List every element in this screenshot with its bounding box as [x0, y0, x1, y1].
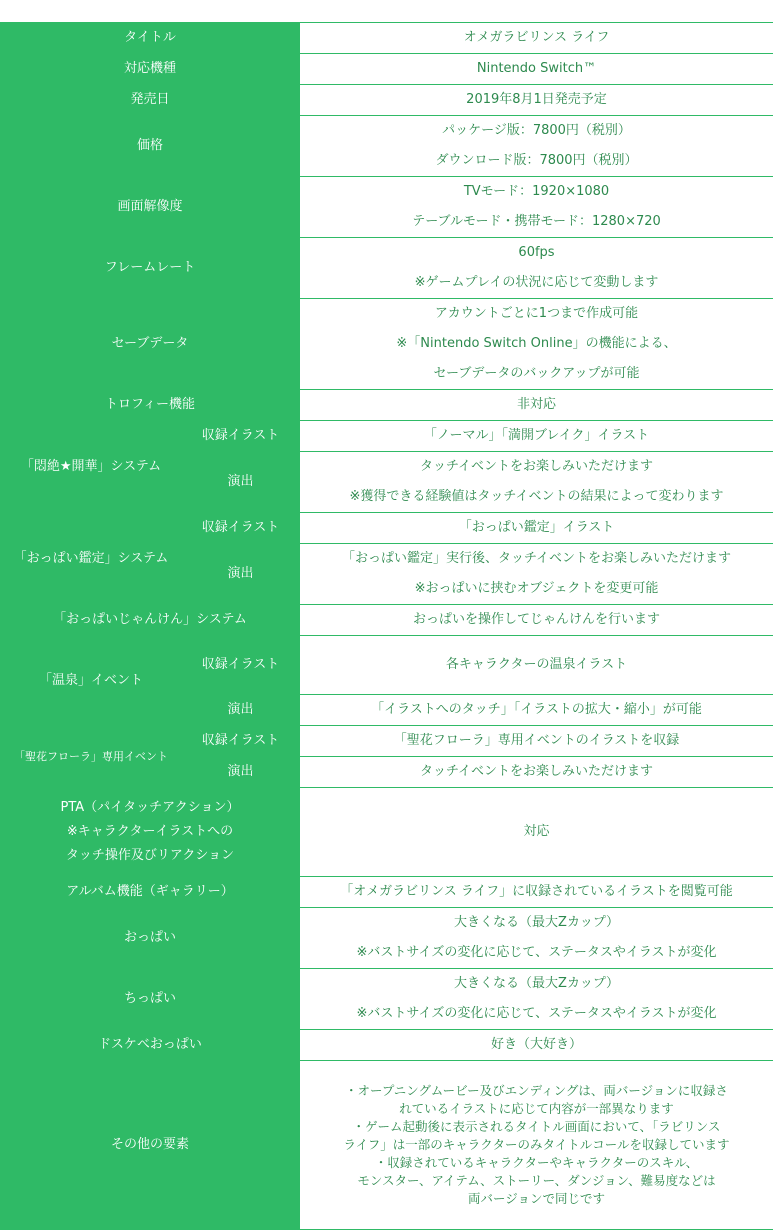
label-trophy: トロフィー機能: [1, 390, 300, 421]
row-janken: [1, 605, 773, 636]
value-flora-effect: タッチイベントをお楽しみいただけます: [300, 757, 773, 788]
value-price: [300, 116, 773, 177]
row-chippai: [1, 969, 773, 1030]
value-line: ※「Nintendo Switch Online」の機能による、: [300, 329, 773, 359]
value-line: テーブルモード・携帯モード：1280×720: [300, 207, 773, 237]
value-album: 「オメガラビリンス ライフ」に収録されているイラストを閲覧可能: [300, 877, 773, 908]
value-line: 大きくなる（最大Zカップ）: [300, 908, 773, 938]
value-framerate: [300, 238, 773, 299]
value-monzetsu-effect: [300, 452, 773, 513]
label-flora: 「聖花フローラ」専用イベント: [1, 726, 182, 788]
value-flora-illust: 「聖花フローラ」専用イベントのイラストを収録: [300, 726, 773, 757]
value-save: [300, 299, 773, 390]
label-save: セーブデータ: [1, 299, 300, 390]
sublabel-illust: 収録イラスト: [182, 513, 300, 544]
value-onsen-effect: 「イラストへのタッチ」「イラストの拡大・縮小」が可能: [300, 695, 773, 726]
row-save: [1, 299, 773, 390]
label-oppai: おっぱい: [1, 908, 300, 969]
sublabel-effect: 演出: [182, 757, 300, 788]
label-dosukebe: ドスケベおっぱい: [1, 1030, 300, 1061]
value-line: TVモード：1920×1080: [300, 177, 773, 207]
label-price: 価格: [1, 116, 300, 177]
row-price: [1, 116, 773, 177]
value-pta: 対応: [300, 788, 773, 877]
value-line: セーブデータのバックアップが可能: [300, 359, 773, 389]
row-platform: [1, 54, 773, 85]
value-line: ライフ」は一部のキャラクターのみタイトルコールを収録しています: [300, 1136, 773, 1154]
value-line: ※おっぱいに挟むオブジェクトを変更可能: [300, 574, 773, 604]
value-trophy: 非対応: [300, 390, 773, 421]
value-line: 大きくなる（最大Zカップ）: [300, 969, 773, 999]
value-title: オメガラビリンス ライフ: [300, 23, 773, 54]
row-title: [1, 23, 773, 54]
value-kantei-effect: [300, 544, 773, 605]
label-line: タッチ操作及びリアクション: [1, 844, 299, 868]
label-album: アルバム機能（ギャラリー）: [1, 877, 300, 908]
row-flora-illust: [1, 726, 773, 757]
row-other: [1, 1061, 773, 1230]
sublabel-illust: 収録イラスト: [182, 636, 300, 695]
label-line: PTA（パイタッチアクション）: [1, 796, 299, 820]
label-framerate: フレームレート: [1, 238, 300, 299]
value-line: ※ゲームプレイの状況に応じて変動します: [300, 268, 773, 298]
value-platform: Nintendo Switch™: [300, 54, 773, 85]
row-kantei-illust: [1, 513, 773, 544]
label-resolution: 画面解像度: [1, 177, 300, 238]
label-kantei: 「おっぱい鑑定」システム: [1, 513, 182, 605]
value-line: ダウンロード版：7800円（税別）: [300, 146, 773, 176]
value-onsen-illust: 各キャラクターの温泉イラスト: [300, 636, 773, 695]
label-line: ※キャラクターイラストへの: [1, 820, 299, 844]
value-release: 2019年8月1日発売予定: [300, 85, 773, 116]
value-line: モンスター、アイテム、ストーリー、ダンジョン、難易度などは: [300, 1172, 773, 1190]
label-janken: 「おっぱいじゃんけん」システム: [1, 605, 300, 636]
value-line: ※バストサイズの変化に応じて、ステータスやイラストが変化: [300, 938, 773, 968]
label-chippai: ちっぱい: [1, 969, 300, 1030]
label-release: 発売日: [1, 85, 300, 116]
label-platform: 対応機種: [1, 54, 300, 85]
row-framerate: [1, 238, 773, 299]
value-line: ※バストサイズの変化に応じて、ステータスやイラストが変化: [300, 999, 773, 1029]
value-dosukebe: 好き（大好き）: [300, 1030, 773, 1061]
label-title: タイトル: [1, 23, 300, 54]
value-line: 60fps: [300, 238, 773, 268]
value-chippai: [300, 969, 773, 1030]
value-other: [300, 1061, 773, 1230]
row-oppai: [1, 908, 773, 969]
value-line: 「おっぱい鑑定」実行後、タッチイベントをお楽しみいただけます: [300, 544, 773, 574]
sublabel-illust: 収録イラスト: [182, 421, 300, 452]
label-monzetsu: 「悶絶★開華」システム: [1, 421, 182, 513]
value-kantei-illust: 「おっぱい鑑定」イラスト: [300, 513, 773, 544]
label-pta: [1, 788, 300, 877]
value-resolution: [300, 177, 773, 238]
sublabel-illust: 収録イラスト: [182, 726, 300, 757]
row-dosukebe: [1, 1030, 773, 1061]
value-monzetsu-illust: 「ノーマル」「満開ブレイク」イラスト: [300, 421, 773, 452]
value-line: れているイラストに応じて内容が一部異なります: [300, 1100, 773, 1118]
value-line: パッケージ版：7800円（税別）: [300, 116, 773, 146]
value-line: 両バージョンで同じです: [300, 1190, 773, 1208]
sublabel-effect: 演出: [182, 544, 300, 605]
row-trophy: [1, 390, 773, 421]
value-line: ・オープニングムービー及びエンディングは、両バージョンに収録さ: [300, 1082, 773, 1100]
value-line: ・収録されているキャラクターやキャラクターのスキル、: [300, 1154, 773, 1172]
label-onsen: 「温泉」イベント: [1, 636, 182, 726]
row-release: [1, 85, 773, 116]
row-onsen-illust: [1, 636, 773, 695]
row-album: [1, 877, 773, 908]
row-resolution: [1, 177, 773, 238]
sublabel-effect: 演出: [182, 695, 300, 726]
value-line: ・ゲーム起動後に表示されるタイトル画面において、「ラビリンス: [300, 1118, 773, 1136]
value-line: タッチイベントをお楽しみいただけます: [300, 452, 773, 482]
value-line: ※獲得できる経験値はタッチイベントの結果によって変わります: [300, 482, 773, 512]
row-pta: [1, 788, 773, 877]
row-monzetsu-illust: [1, 421, 773, 452]
value-line: アカウントごとに1つまで作成可能: [300, 299, 773, 329]
sublabel-effect: 演出: [182, 452, 300, 513]
label-other: その他の要素: [1, 1061, 300, 1230]
value-oppai: [300, 908, 773, 969]
value-janken: おっぱいを操作してじゃんけんを行います: [300, 605, 773, 636]
spec-table: [0, 22, 773, 1230]
